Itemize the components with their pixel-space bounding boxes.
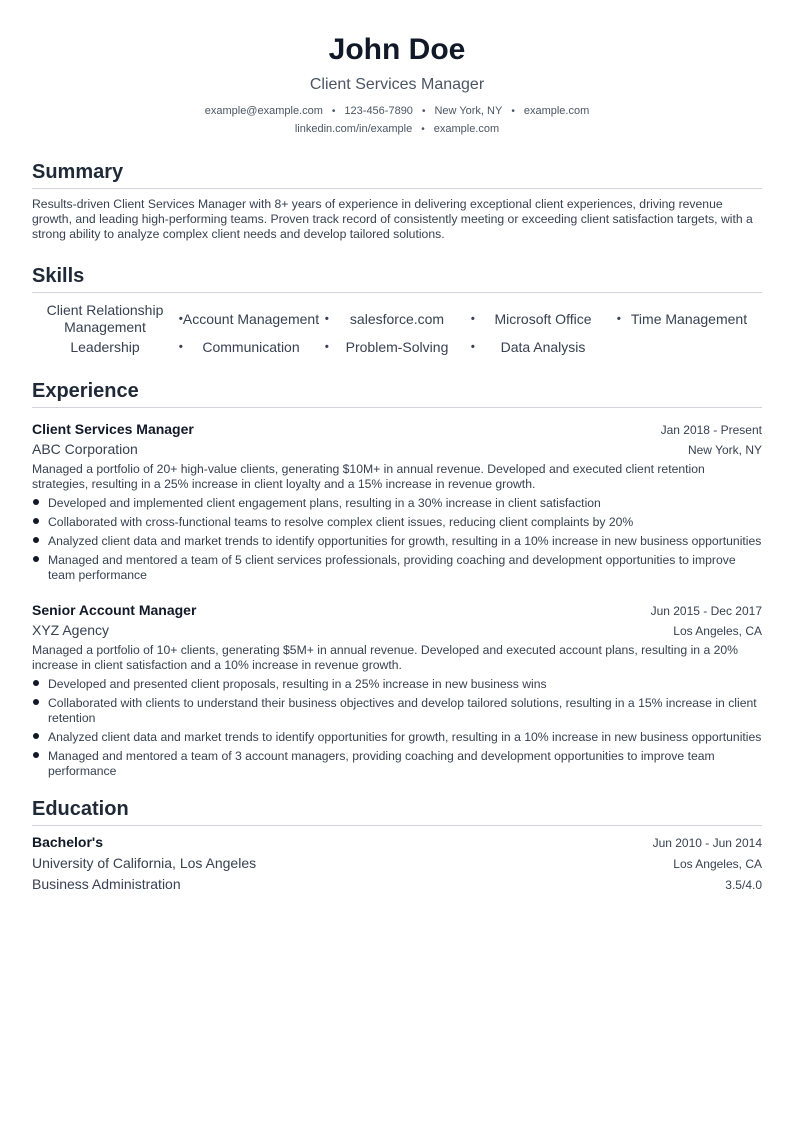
bullet-icon: [33, 556, 39, 562]
skill-item: [616, 301, 762, 337]
separator-bullet: •: [616, 311, 621, 326]
bullet-icon: [33, 752, 39, 758]
separator-bullet: •: [421, 105, 426, 117]
education-field-row: [32, 876, 762, 897]
education-entry: [32, 834, 762, 897]
skill-label: Communication: [202, 338, 300, 355]
contact-email[interactable]: example@example.com: [204, 105, 323, 117]
summary-text: Results-driven Client Services Manager with 8+ years of experience in delivering exceptional client experiences, driving revenue growth, and leading high-performing teams. Proven track record of consistently meeting or exceeding client satisfaction targets, with a strong ability to analyze complex client needs and develop tailored solutions.: [32, 197, 753, 241]
list-item: [32, 696, 762, 726]
skill-item: [470, 337, 616, 357]
experience-heading: Experience: [32, 379, 762, 408]
skill-item: [178, 337, 329, 357]
experience-entry: [32, 420, 762, 583]
skill-item: [470, 301, 621, 337]
education-field: Business Administration: [32, 876, 181, 892]
education-school-row: [32, 855, 762, 876]
summary-section: [32, 160, 762, 242]
separator-bullet: •: [178, 311, 183, 326]
candidate-name: John Doe: [328, 33, 466, 66]
job-title-row: [32, 601, 762, 620]
job-company: XYZ Agency: [32, 622, 110, 638]
job-bullets: [32, 677, 762, 779]
skill-item: [324, 337, 475, 357]
separator-bullet: •: [331, 105, 336, 117]
education-school: University of California, Los Angeles: [32, 855, 257, 871]
education-location: Los Angeles, CA: [673, 857, 762, 871]
job-title-row: [32, 420, 762, 439]
job-title: Client Services Manager: [32, 421, 194, 437]
bullet-text: Analyzed client data and market trends to identify opportunities for growth, resulting in a 10% increase in new business opportunities: [48, 730, 762, 744]
contact-phone[interactable]: 123-456-7890: [344, 105, 413, 117]
separator-bullet: •: [324, 311, 329, 326]
list-item: [32, 553, 762, 583]
skill-label: salesforce.com: [349, 310, 445, 327]
job-title: Senior Account Manager: [32, 602, 197, 618]
separator-bullet: •: [421, 123, 425, 135]
job-company: ABC Corporation: [32, 441, 138, 457]
bullet-icon: [33, 680, 39, 686]
list-item: [32, 515, 762, 530]
job-company-row: [32, 439, 762, 460]
resume-page: [32, 0, 762, 897]
separator-bullet: •: [178, 339, 183, 354]
education-heading: Education: [32, 797, 762, 826]
bullet-text: Managed and mentored a team of 5 client services professionals, providing coaching and development opportunities to improve team performance: [48, 553, 736, 582]
contact-line-1: [32, 102, 762, 120]
job-description: Managed a portfolio of 10+ clients, generating $5M+ in annual revenue. Developed and executed account plans, resulting in a 20% increase in client satisfaction and a 10% increase in revenue growth.: [32, 643, 739, 672]
bullet-icon: [33, 699, 39, 705]
list-item: [32, 730, 762, 745]
bullet-icon: [33, 733, 39, 739]
skill-item: [178, 301, 329, 337]
skill-item: [32, 301, 183, 337]
education-gpa: 3.5/4.0: [725, 878, 762, 892]
education-degree-row: [32, 834, 762, 855]
skill-label: Problem-Solving: [345, 338, 449, 355]
contact-info: [32, 102, 762, 138]
contact-website[interactable]: example.com: [523, 105, 590, 117]
bullet-text: Collaborated with cross-functional teams to resolve complex client issues, reducing client complaints by 20%: [48, 515, 634, 529]
bullet-icon: [33, 499, 39, 505]
separator-bullet: •: [470, 339, 475, 354]
skill-label: Account Management: [182, 310, 320, 327]
skill-label: Microsoft Office: [494, 310, 592, 327]
bullet-icon: [33, 518, 39, 524]
separator-bullet: •: [511, 105, 515, 117]
bullet-text: Developed and implemented client engagement plans, resulting in a 30% increase in client satisfaction: [48, 496, 601, 510]
bullet-icon: [33, 537, 39, 543]
skill-label: Time Management: [630, 310, 748, 327]
list-item: [32, 749, 762, 779]
summary-heading: Summary: [32, 160, 762, 189]
skill-item: [32, 337, 183, 357]
list-item: [32, 496, 762, 511]
job-company-row: [32, 620, 762, 641]
job-location: Los Angeles, CA: [673, 624, 762, 638]
contact-location: New York, NY: [434, 105, 503, 117]
contact-line-2: [32, 120, 762, 138]
bullet-text: Collaborated with clients to understand their business objectives and develop tailored solutions, resulting in a 15% increase in client retention: [48, 696, 757, 725]
bullet-text: Managed and mentored a team of 3 account managers, providing coaching and development opportunities to improve team performance: [48, 749, 715, 778]
skill-label: Data Analysis: [500, 338, 586, 355]
job-bullets: [32, 496, 762, 583]
separator-bullet: •: [470, 311, 475, 326]
resume-header: [32, 0, 762, 138]
bullet-text: Developed and presented client proposals, resulting in a 25% increase in new business wins: [48, 677, 547, 691]
experience-entry: [32, 601, 762, 779]
bullet-text: Analyzed client data and market trends to identify opportunities for growth, resulting in a 10% increase in new business opportunities: [48, 534, 762, 548]
contact-linkedin[interactable]: linkedin.com/in/example: [294, 123, 413, 135]
experience-section: [32, 379, 762, 779]
skills-heading: Skills: [32, 264, 762, 293]
job-dates: Jan 2018 - Present: [660, 423, 762, 437]
skill-item: [324, 301, 475, 337]
skills-row-2: [32, 337, 762, 357]
skill-label: Client Relationship Management: [46, 302, 164, 335]
job-description: Managed a portfolio of 20+ high-value clients, generating $10M+ in annual revenue. Developed and executed client retention strategies, resulting in a 25% increase in client loyalty and a 15% increase in revenue growth.: [32, 462, 705, 491]
list-item: [32, 534, 762, 549]
skills-row-1: [32, 301, 762, 337]
education-section: [32, 797, 762, 897]
skills-section: [32, 264, 762, 357]
job-location: New York, NY: [687, 443, 762, 457]
separator-bullet: •: [324, 339, 329, 354]
education-dates: Jun 2010 - Jun 2014: [652, 836, 762, 850]
contact-website-2[interactable]: example.com: [433, 123, 500, 135]
list-item: [32, 677, 762, 692]
education-degree: Bachelor's: [32, 834, 104, 850]
candidate-title: Client Services Manager: [309, 76, 485, 93]
job-dates: Jun 2015 - Dec 2017: [650, 604, 762, 618]
skill-label: Leadership: [70, 338, 140, 355]
